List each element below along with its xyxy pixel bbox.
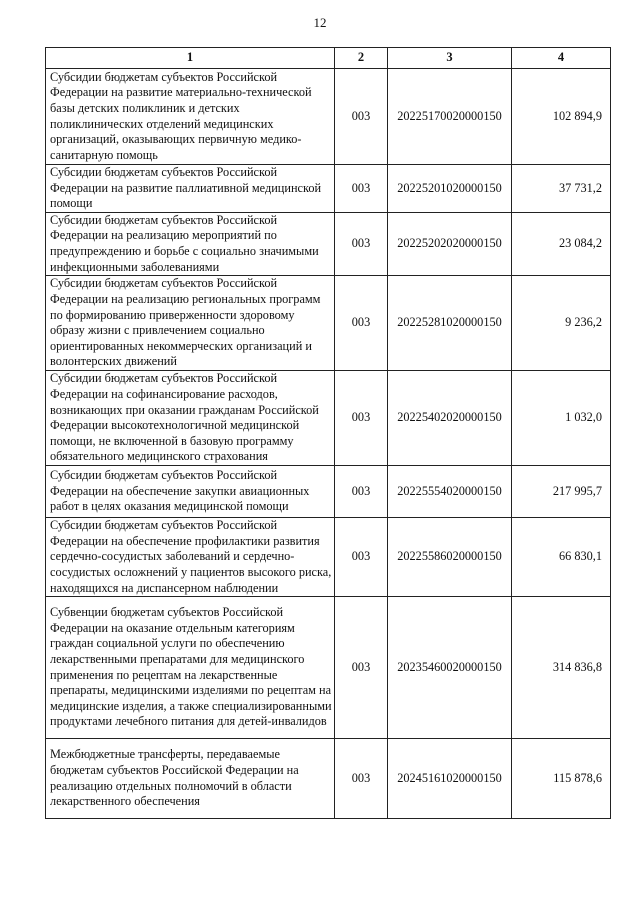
row-admin-code: 003 [335, 597, 388, 739]
row-amount: 314 836,8 [512, 597, 611, 739]
table-row [46, 739, 611, 819]
column-header-4: 4 [512, 48, 611, 69]
row-budget-code: 20235460020000150 [388, 597, 512, 739]
row-description: Субсидии бюджетам субъектов Российской Федерации на софинансирование расходов, возникающих при оказании гражданам Российской Федерации высокотехнологичной медицинской помощи, не включенной в базовую программу обязательного медицинского страхования [46, 371, 335, 466]
row-admin-code: 003 [335, 739, 388, 819]
table-row [46, 276, 611, 371]
row-admin-code: 003 [335, 276, 388, 371]
row-amount: 23 084,2 [512, 212, 611, 275]
row-budget-code: 20225281020000150 [388, 276, 512, 371]
row-description: Субсидии бюджетам субъектов Российской Федерации на развитие материально-технической базы детских поликлиник и детских поликлинических отделений медицинских организаций, оказывающих первичную медико-санитарную помощь [46, 69, 335, 165]
row-admin-code: 003 [335, 165, 388, 213]
row-description: Субвенции бюджетам субъектов Российской Федерации на оказание отдельным категориям граждан социальной услуги по обеспечению лекарственными препаратами для медицинского применения по рецептам на лекарственные препараты, медицинскими изделиями по рецептам на медицинские изделия, а также специализированными продуктами лечебного питания для детей-инвалидов [46, 597, 335, 739]
table-row [46, 371, 611, 466]
table-row [46, 597, 611, 739]
row-budget-code: 20225586020000150 [388, 518, 512, 597]
table-header-row [46, 48, 611, 69]
table-row [46, 212, 611, 275]
row-admin-code: 003 [335, 69, 388, 165]
row-budget-code: 20225554020000150 [388, 466, 512, 518]
column-header-3: 3 [388, 48, 512, 69]
column-header-1: 1 [46, 48, 335, 69]
row-budget-code: 20225402020000150 [388, 371, 512, 466]
row-amount: 9 236,2 [512, 276, 611, 371]
column-header-2: 2 [335, 48, 388, 69]
row-budget-code: 20225201020000150 [388, 165, 512, 213]
row-amount: 37 731,2 [512, 165, 611, 213]
row-description: Субсидии бюджетам субъектов Российской Федерации на развитие паллиативной медицинской помощи [46, 165, 335, 213]
table-row [46, 466, 611, 518]
row-description: Межбюджетные трансферты, передаваемые бюджетам субъектов Российской Федерации на реализацию отдельных полномочий в области лекарственного обеспечения [46, 739, 335, 819]
table-row [46, 518, 611, 597]
row-amount: 102 894,9 [512, 69, 611, 165]
row-admin-code: 003 [335, 371, 388, 466]
row-description: Субсидии бюджетам субъектов Российской Федерации на обеспечение профилактики развития сердечно-сосудистых заболеваний и сердечно-сосудистых осложнений у пациентов высокого риска, находящихся на диспансерном наблюдении [46, 518, 335, 597]
row-description: Субсидии бюджетам субъектов Российской Федерации на обеспечение закупки авиационных работ в целях оказания медицинской помощи [46, 466, 335, 518]
row-admin-code: 003 [335, 212, 388, 275]
row-amount: 66 830,1 [512, 518, 611, 597]
table-row [46, 165, 611, 213]
page-number: 12 [313, 15, 327, 30]
row-amount: 115 878,6 [512, 739, 611, 819]
row-description: Субсидии бюджетам субъектов Российской Федерации на реализацию мероприятий по предупреждению и борьбе с социально значимыми инфекционными заболеваниями [46, 212, 335, 275]
row-budget-code: 20225202020000150 [388, 212, 512, 275]
budget-table [45, 47, 611, 819]
row-admin-code: 003 [335, 518, 388, 597]
table-row [46, 69, 611, 165]
row-budget-code: 20245161020000150 [388, 739, 512, 819]
row-amount: 1 032,0 [512, 371, 611, 466]
row-admin-code: 003 [335, 466, 388, 518]
row-description: Субсидии бюджетам субъектов Российской Федерации на реализацию региональных программ по формированию приверженности здоровому образу жизни с привлечением социально ориентированных некоммерческих организаций и волонтерских движений [46, 276, 335, 371]
row-amount: 217 995,7 [512, 466, 611, 518]
row-budget-code: 20225170020000150 [388, 69, 512, 165]
